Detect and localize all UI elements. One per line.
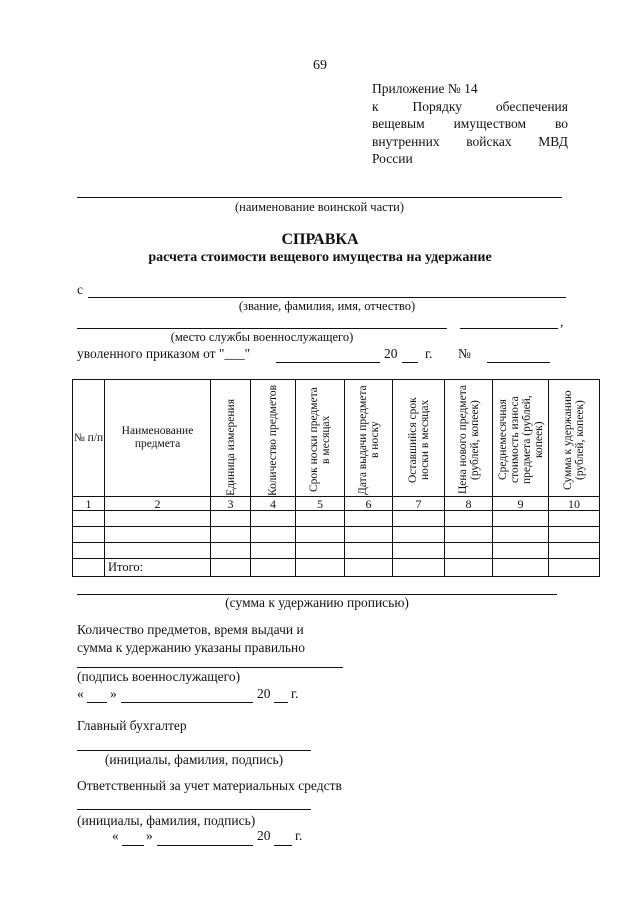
- date2-day-line[interactable]: [122, 845, 144, 846]
- unit-name-line[interactable]: [77, 197, 562, 198]
- table-cell[interactable]: [549, 511, 600, 527]
- table-row[interactable]: [73, 543, 600, 559]
- header-quantity: [251, 380, 296, 497]
- chief-accountant-line[interactable]: [77, 750, 311, 751]
- date-month-line[interactable]: [121, 702, 253, 703]
- table-header-row: [73, 380, 600, 497]
- service-caption: (место службы военнослужащего): [170, 330, 354, 344]
- table-cell[interactable]: [549, 527, 600, 543]
- table-row[interactable]: [73, 511, 600, 527]
- header-new-price-text: Цена нового предмета (рублей, копеек): [456, 385, 481, 495]
- date2-suffix: г.: [295, 828, 303, 843]
- order-number-label: №: [458, 346, 471, 361]
- initials-caption: (инициалы, фамилия, подпись): [104, 752, 284, 767]
- appendix-word: во: [554, 116, 568, 131]
- date2-close-quote: »: [146, 828, 153, 843]
- table-cell[interactable]: [296, 511, 345, 527]
- table-cell[interactable]: [105, 511, 211, 527]
- date-year-line[interactable]: [274, 702, 288, 703]
- document-subtitle: расчета стоимости вещевого имущества на удержание: [148, 250, 492, 265]
- document-title: СПРАВКА: [281, 231, 359, 248]
- date-close-quote: »: [110, 686, 117, 701]
- table-cell[interactable]: [549, 559, 600, 577]
- header-remaining-term: [393, 380, 445, 497]
- name-line[interactable]: [88, 297, 566, 298]
- table-cell[interactable]: [393, 511, 445, 527]
- items-table: [72, 379, 600, 577]
- responsible-line[interactable]: [77, 809, 311, 810]
- table-cell[interactable]: [445, 511, 493, 527]
- table-cell[interactable]: [211, 543, 251, 559]
- header-remaining-term-text: Оставшийся срок носки в месяцах: [406, 397, 431, 483]
- table-cell[interactable]: [251, 511, 296, 527]
- col-number: 6: [345, 497, 393, 511]
- table-cell[interactable]: [345, 543, 393, 559]
- table-cell[interactable]: [73, 543, 105, 559]
- table-cell[interactable]: [211, 527, 251, 543]
- date2-year-line[interactable]: [274, 845, 292, 846]
- date-day-line[interactable]: [87, 702, 107, 703]
- appendix-line-5: России: [372, 151, 413, 166]
- chief-accountant-label: Главный бухгалтер: [77, 718, 187, 733]
- table-cell[interactable]: [445, 527, 493, 543]
- table-cell[interactable]: [493, 543, 549, 559]
- col-number: 5: [296, 497, 345, 511]
- date2-year: 20: [257, 828, 271, 843]
- header-new-price: [445, 380, 493, 497]
- date-open-quote: «: [77, 686, 84, 701]
- table-cell[interactable]: [393, 559, 445, 577]
- table-cell[interactable]: [296, 543, 345, 559]
- table-row[interactable]: [73, 527, 600, 543]
- table-cell[interactable]: [549, 543, 600, 559]
- header-unit: [211, 380, 251, 497]
- header-unit-text: Единица измерения: [224, 399, 237, 496]
- service-place-line[interactable]: [77, 328, 447, 329]
- order-number-line[interactable]: [487, 362, 550, 363]
- date2-month-line[interactable]: [157, 845, 253, 846]
- appendix-word: вещевым: [372, 116, 425, 131]
- col-number: 9: [493, 497, 549, 511]
- table-cell[interactable]: [345, 527, 393, 543]
- order-month-line[interactable]: [276, 362, 380, 363]
- table-cell[interactable]: [393, 527, 445, 543]
- responsible-label: Ответственный за учет материальных средств: [77, 778, 342, 793]
- comma: ,: [560, 314, 564, 329]
- header-num: № п/п: [73, 380, 105, 497]
- header-name: Наименование предмета: [105, 380, 211, 497]
- signature-line[interactable]: [77, 667, 343, 668]
- col-number: 8: [445, 497, 493, 511]
- appendix-block: [372, 80, 568, 168]
- appendix-word: Порядку: [412, 98, 462, 114]
- table-cell[interactable]: [345, 511, 393, 527]
- confirm-line-1: Количество предметов, время выдачи и: [77, 622, 304, 637]
- name-caption: (звание, фамилия, имя, отчество): [238, 299, 416, 313]
- order-year-line[interactable]: [402, 362, 418, 363]
- table-cell[interactable]: [393, 543, 445, 559]
- table-cell[interactable]: [105, 527, 211, 543]
- date-year: 20: [257, 686, 271, 701]
- table-cell[interactable]: [73, 511, 105, 527]
- col-number: 3: [211, 497, 251, 511]
- header-wear-term-text: Срок носки предмета в месяцах: [308, 387, 332, 493]
- table-cell[interactable]: [493, 559, 549, 577]
- header-sum-text: Сумма к удержанию (рублей, копеек): [562, 390, 586, 490]
- order-year: 20: [384, 346, 398, 361]
- header-wear-term: [296, 380, 345, 497]
- from-prefix: с: [77, 282, 83, 297]
- initials-caption-2: (инициалы, фамилия, подпись): [77, 813, 256, 828]
- appendix-word: внутренних: [372, 133, 440, 149]
- table-cell[interactable]: [345, 559, 393, 577]
- dismissed-text: уволенного приказом от "___": [77, 346, 251, 361]
- appendix-line-3: [372, 115, 568, 133]
- header-monthly-wear-text: Среднемесячная стоимость износа предмета (рублей, копеек): [496, 395, 545, 485]
- header-sum: [549, 380, 600, 497]
- table-cell[interactable]: [296, 527, 345, 543]
- col-number: 4: [251, 497, 296, 511]
- page-number: 69: [313, 58, 327, 73]
- col-number: 1: [73, 497, 105, 511]
- header-monthly-wear: [493, 380, 549, 497]
- header-issue-date: [345, 380, 393, 497]
- appendix-word: войсках: [466, 133, 512, 149]
- date2-open-quote: «: [112, 828, 119, 843]
- order-year-suffix: г.: [425, 346, 433, 361]
- column-number-row: [73, 497, 600, 511]
- service-place-extra-line[interactable]: [460, 328, 558, 329]
- col-number: 7: [393, 497, 445, 511]
- signature-caption: (подпись военнослужащего): [77, 669, 241, 684]
- table-cell[interactable]: [73, 527, 105, 543]
- date-suffix: г.: [291, 686, 299, 701]
- appendix-word: обеспечения: [495, 98, 568, 114]
- header-issue-date-text: Дата выдачи предмета в носку: [356, 385, 381, 495]
- sum-caption: (сумма к удержанию прописью): [225, 595, 409, 610]
- appendix-line-4: [372, 133, 568, 151]
- unit-caption: (наименование воинской части): [234, 200, 405, 214]
- table-cell[interactable]: [493, 511, 549, 527]
- table-cell[interactable]: [493, 527, 549, 543]
- col-number: 10: [549, 497, 600, 511]
- table-cell[interactable]: [445, 543, 493, 559]
- table-cell: [73, 559, 105, 577]
- appendix-word: к: [372, 98, 379, 114]
- table-cell[interactable]: [296, 559, 345, 577]
- table-cell[interactable]: [251, 527, 296, 543]
- table-cell[interactable]: [251, 543, 296, 559]
- total-row: [73, 559, 600, 577]
- appendix-word: имуществом: [453, 116, 527, 131]
- table-cell[interactable]: [211, 511, 251, 527]
- appendix-line-1: Приложение № 14: [372, 81, 478, 96]
- table-cell[interactable]: [211, 559, 251, 577]
- total-label: Итого:: [105, 559, 211, 577]
- table-cell[interactable]: [251, 559, 296, 577]
- appendix-word: МВД: [538, 133, 568, 149]
- col-number: 2: [105, 497, 211, 511]
- table-cell[interactable]: [445, 559, 493, 577]
- confirm-line-2: сумма к удержанию указаны правильно: [77, 640, 305, 655]
- header-quantity-text: Количество предметов: [267, 384, 279, 496]
- table-cell[interactable]: [105, 543, 211, 559]
- appendix-line-2: [372, 98, 568, 116]
